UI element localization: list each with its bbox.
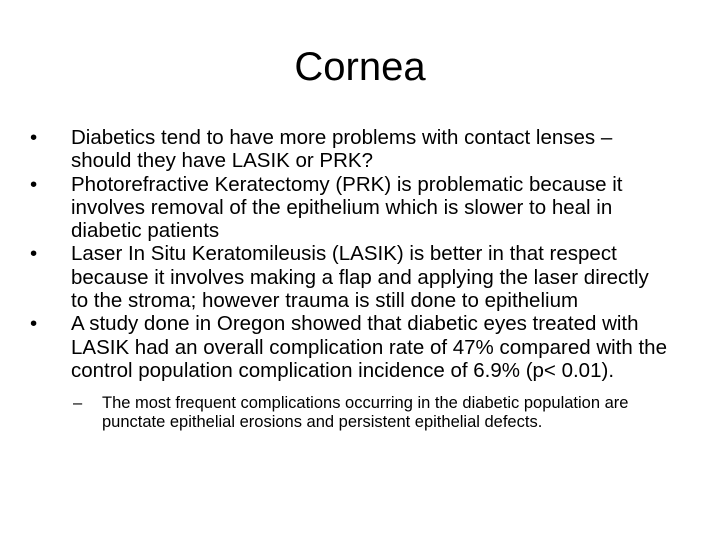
bullet-item — [28, 312, 668, 432]
sub-bullet-text: The most frequent complications occurring in the diabetic population are punctate epithelial erosions and persistent epithelial defects. — [102, 394, 629, 432]
slide-title: Cornea — [294, 45, 426, 89]
bullet-item — [28, 173, 668, 243]
sub-bullet-marker: – — [73, 394, 83, 413]
bullet-marker: • — [30, 172, 38, 196]
sub-bullet-list — [71, 394, 668, 432]
bullet-marker: • — [30, 312, 38, 336]
bullet-text: Laser In Situ Keratomileusis (LASIK) is better in that respect because it involves making a flap and applying the laser directly to the stroma; however trauma is still done to epithelium — [71, 242, 649, 313]
bullet-item — [28, 242, 668, 312]
bullet-text: Photorefractive Keratectomy (PRK) is problematic because it involves removal of the epithelium which is slower to heal in diabetic patients — [71, 172, 623, 243]
sub-bullet-item — [71, 394, 668, 432]
bullet-marker: • — [30, 126, 38, 149]
bullet-text: Diabetics tend to have more problems with contact lenses – should they have LASIK or PRK? — [71, 126, 613, 173]
bullet-text: A study done in Oregon showed that diabetic eyes treated with LASIK had an overall complication rate of 47% compared with the control population complication incidence of 6.9% (p< 0.01). — [71, 312, 667, 382]
bullet-item — [28, 126, 668, 173]
bullet-list — [28, 126, 668, 432]
bullet-marker: • — [30, 242, 38, 266]
